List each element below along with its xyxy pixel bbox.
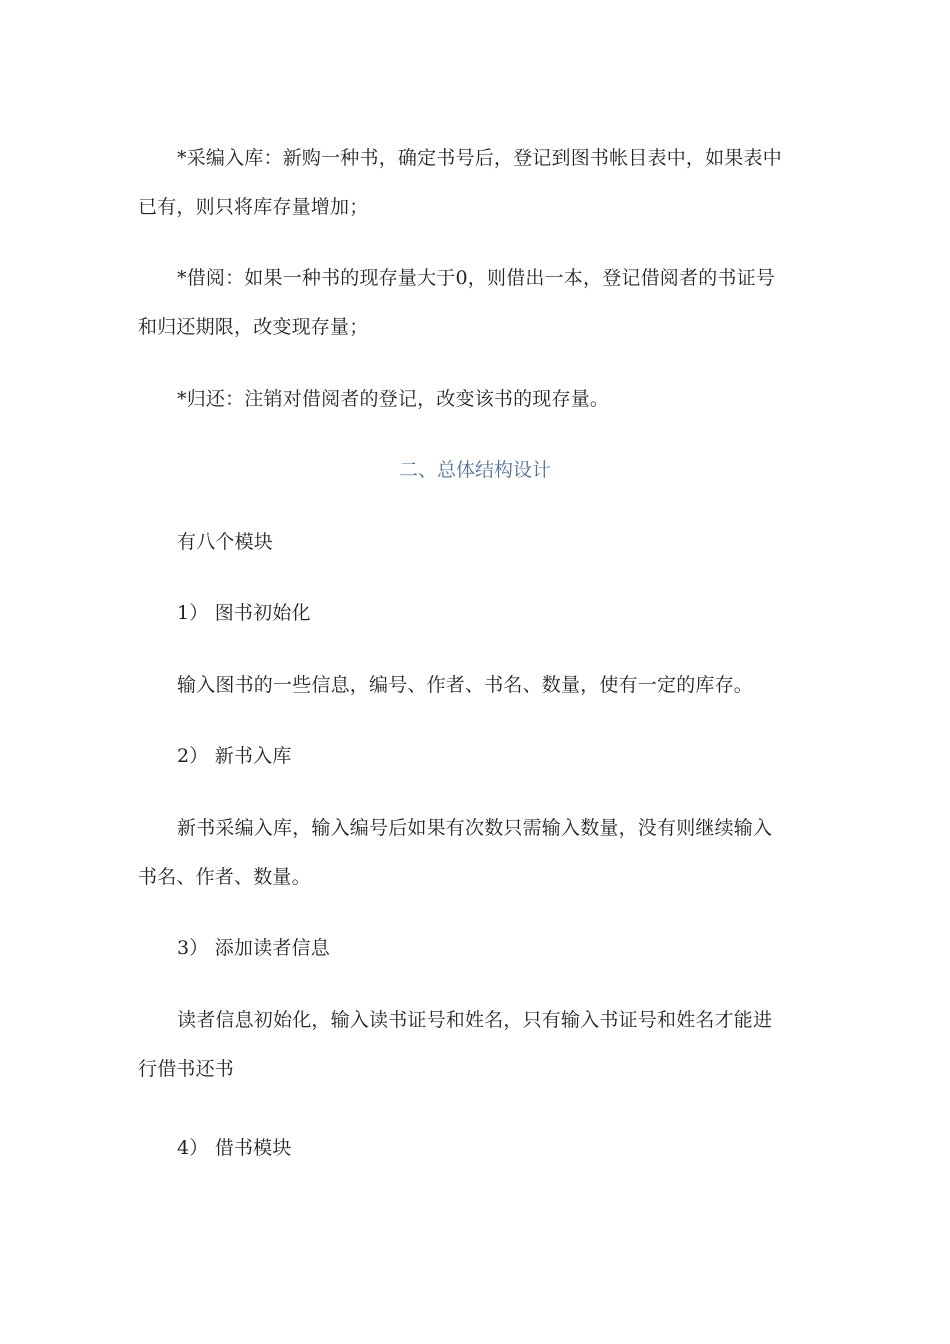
module2-desc-line2: 书名、作者、数量。 <box>138 866 311 888</box>
module4-title: 4） 借书模块 <box>177 1137 292 1159</box>
module3-desc-line1: 读者信息初始化，输入读书证号和姓名，只有输入书证号和姓名才能进 <box>177 1009 773 1031</box>
para-return-line1: *归还：注销对借阅者的登记，改变该书的现存量。 <box>177 388 610 410</box>
para-borrow-line2: 和归还期限，改变现存量； <box>138 316 369 338</box>
module1-title: 1） 图书初始化 <box>177 602 311 624</box>
module1-desc-line1: 输入图书的一些信息，编号、作者、书名、数量，使有一定的库存。 <box>177 674 754 696</box>
module3-desc-line2: 行借书还书 <box>138 1058 235 1080</box>
para-acquisition-line1: *采编入库：新购一种书，确定书号后，登记到图书帐目表中，如果表中 <box>177 147 782 169</box>
module2-desc-line1: 新书采编入库，输入编号后如果有次数只需输入数量，没有则继续输入 <box>177 817 773 839</box>
module2-title: 2） 新书入库 <box>177 745 292 767</box>
modules-intro: 有八个模块 <box>177 531 274 553</box>
para-acquisition-line2: 已有，则只将库存量增加； <box>138 196 369 218</box>
module3-title: 3） 添加读者信息 <box>177 937 330 959</box>
para-borrow-line1: *借阅：如果一种书的现存量大于0，则借出一本，登记借阅者的书证号 <box>177 267 775 289</box>
section-heading: 二、总体结构设计 <box>398 459 551 481</box>
